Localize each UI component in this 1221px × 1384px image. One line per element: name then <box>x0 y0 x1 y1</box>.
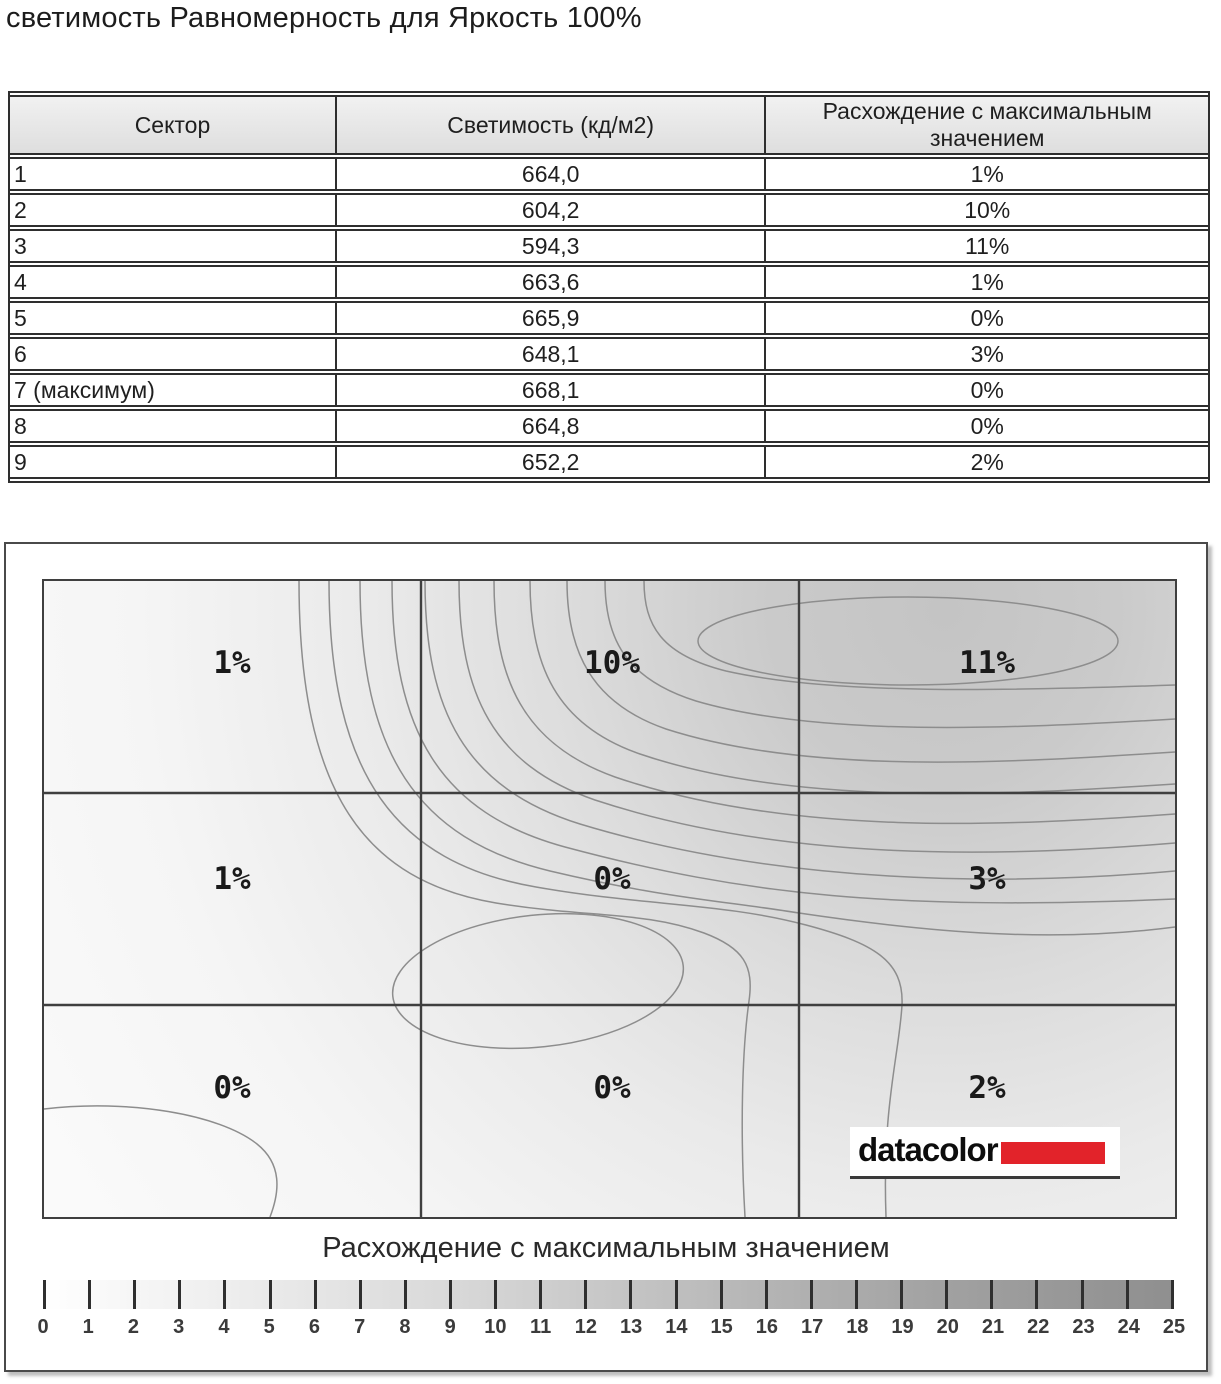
table-row <box>10 409 1208 443</box>
colorbar-label: 14 <box>665 1316 688 1338</box>
colorbar-tick <box>629 1280 632 1309</box>
table-row <box>10 301 1208 335</box>
table-header-row <box>10 95 1208 155</box>
colorbar-tick <box>449 1280 452 1309</box>
cell-luminance: 594,3 <box>337 229 766 263</box>
table-row <box>10 337 1208 371</box>
table-row <box>10 265 1208 299</box>
colorbar-tick <box>43 1280 46 1309</box>
cell-deviation: 0% <box>766 409 1208 443</box>
colorbar-label: 9 <box>444 1316 456 1338</box>
cell-sector: 4 <box>10 265 337 299</box>
cell-sector: 5 <box>10 301 337 335</box>
table-row <box>10 445 1208 479</box>
sector-8-label: 0% <box>593 1070 631 1106</box>
contour-map-svg <box>44 581 1175 1217</box>
colorbar-label: 5 <box>263 1316 275 1338</box>
col-header-luminance: Светимость (кд/м2) <box>337 95 766 155</box>
cell-sector: 8 <box>10 409 337 443</box>
colorbar-label: 20 <box>936 1316 959 1338</box>
sector-9-label: 2% <box>968 1070 1006 1106</box>
sector-5-label: 0% <box>593 861 631 897</box>
colorbar-tick <box>494 1280 497 1309</box>
sector-2-label: 10% <box>584 645 640 681</box>
colorbar-tick <box>88 1280 91 1309</box>
colorbar-label: 22 <box>1027 1316 1050 1338</box>
colorbar-tick <box>539 1280 542 1309</box>
colorbar-tick <box>945 1280 948 1309</box>
colorbar-label: 23 <box>1072 1316 1095 1338</box>
cell-deviation: 1% <box>766 157 1208 191</box>
colorbar-tick-labels <box>37 1316 1186 1344</box>
colorbar-title: Расхождение с максимальным значением <box>322 1232 890 1264</box>
colorbar-tick <box>269 1280 272 1309</box>
sector-3-label: 11% <box>959 645 1015 681</box>
colorbar-label: 15 <box>710 1316 733 1338</box>
colorbar-label: 7 <box>354 1316 366 1338</box>
cell-luminance: 663,6 <box>337 265 766 299</box>
colorbar-label: 0 <box>37 1316 49 1338</box>
cell-deviation: 0% <box>766 373 1208 407</box>
colorbar-label: 19 <box>891 1316 914 1338</box>
col-header-deviation: Расхождение с максимальным значением <box>766 95 1208 155</box>
colorbar-tick <box>1171 1280 1174 1309</box>
cell-deviation: 2% <box>766 445 1208 479</box>
uniformity-table <box>8 91 1210 483</box>
sector-1-label: 1% <box>213 645 251 681</box>
colorbar-tick <box>810 1280 813 1309</box>
colorbar-label: 12 <box>574 1316 597 1338</box>
table-row <box>10 193 1208 227</box>
colorbar-label: 11 <box>530 1316 552 1338</box>
colorbar-tick <box>359 1280 362 1309</box>
cell-sector: 9 <box>10 445 337 479</box>
cell-luminance: 664,8 <box>337 409 766 443</box>
colorbar-tick <box>178 1280 181 1309</box>
colorbar-tick <box>1081 1280 1084 1309</box>
cell-deviation: 3% <box>766 337 1208 371</box>
table-row <box>10 373 1208 407</box>
sector-6-label: 3% <box>968 861 1006 897</box>
sector-7-label: 0% <box>213 1070 251 1106</box>
colorbar-label: 1 <box>82 1316 94 1338</box>
colorbar-tick <box>900 1280 903 1309</box>
cell-deviation: 1% <box>766 265 1208 299</box>
colorbar-label: 21 <box>981 1316 1005 1338</box>
cell-luminance: 668,1 <box>337 373 766 407</box>
col-header-sector: Сектор <box>10 95 337 155</box>
colorbar-label: 13 <box>619 1316 643 1338</box>
colorbar-tick <box>1035 1280 1038 1309</box>
datacolor-logo-text: datacolor <box>858 1131 998 1168</box>
colorbar-label: 17 <box>800 1316 824 1338</box>
colorbar-tick <box>584 1280 587 1309</box>
datacolor-logo <box>850 1127 1120 1179</box>
colorbar-label: 16 <box>755 1316 778 1338</box>
colorbar-label: 18 <box>846 1316 869 1338</box>
cell-luminance: 652,2 <box>337 445 766 479</box>
colorbar-tick <box>675 1280 678 1309</box>
table-row <box>10 229 1208 263</box>
colorbar-label: 10 <box>484 1316 507 1338</box>
colorbar-label: 25 <box>1162 1316 1186 1338</box>
colorbar-label: 8 <box>399 1316 411 1338</box>
sector-4-label: 1% <box>213 861 251 897</box>
cell-sector: 1 <box>10 157 337 191</box>
colorbar-tick <box>1126 1280 1129 1309</box>
colorbar-tick <box>404 1280 407 1309</box>
cell-sector: 6 <box>10 337 337 371</box>
colorbar-label: 4 <box>218 1316 230 1338</box>
colorbar-tick <box>314 1280 317 1309</box>
cell-sector: 2 <box>10 193 337 227</box>
colorbar-tick <box>990 1280 993 1309</box>
colorbar-tick <box>223 1280 226 1309</box>
colorbar-tick <box>133 1280 136 1309</box>
cell-sector: 7 (максимум) <box>10 373 337 407</box>
cell-luminance: 604,2 <box>337 193 766 227</box>
colorbar-tick <box>855 1280 858 1309</box>
cell-luminance: 664,0 <box>337 157 766 191</box>
colorbar-gradient <box>43 1280 1174 1309</box>
cell-deviation: 10% <box>766 193 1208 227</box>
cell-luminance: 648,1 <box>337 337 766 371</box>
colorbar-label: 2 <box>127 1316 140 1338</box>
page-title: светимость Равномерность для Яркость 100% <box>6 2 642 34</box>
cell-luminance: 665,9 <box>337 301 766 335</box>
datacolor-logo-red-bar <box>1001 1142 1105 1164</box>
colorbar-label: 6 <box>308 1316 320 1338</box>
cell-sector: 3 <box>10 229 337 263</box>
table-row <box>10 157 1208 191</box>
cell-deviation: 11% <box>766 229 1208 263</box>
uniformity-map-panel <box>4 542 1208 1372</box>
cell-deviation: 0% <box>766 301 1208 335</box>
colorbar-label: 24 <box>1117 1316 1140 1338</box>
colorbar-label: 3 <box>173 1316 185 1338</box>
colorbar-tick <box>720 1280 723 1309</box>
colorbar-tick <box>765 1280 768 1309</box>
contour-map <box>42 579 1177 1219</box>
